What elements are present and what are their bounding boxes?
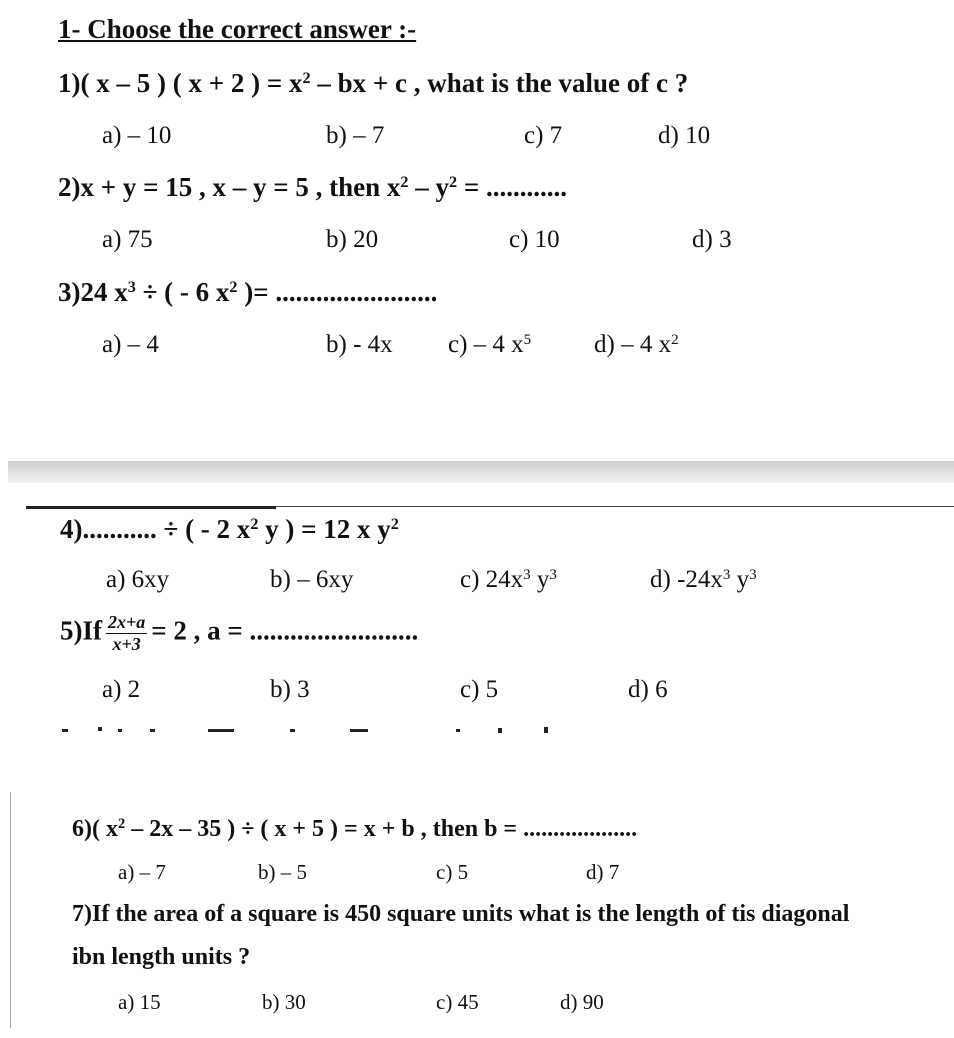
question-5: [60, 612, 418, 655]
option-text: d) – 4 x: [594, 331, 672, 358]
q1-option-c[interactable]: c) 7: [524, 122, 563, 149]
question-text: – 2x – 35 ) ÷ ( x + 5 ) = x + b , then b = ...................: [125, 816, 638, 842]
question-number: 4): [60, 514, 83, 544]
exponent: 3: [549, 566, 557, 583]
q2-option-a[interactable]: a) 75: [102, 226, 153, 253]
q6-option-c[interactable]: c) 5: [436, 860, 469, 884]
q4-option-d[interactable]: [650, 566, 757, 594]
option-text: c) – 4 x: [448, 331, 524, 358]
question-3: [58, 277, 437, 308]
question-text: ÷ ( - 6 x: [135, 277, 230, 307]
question-text: = ............: [457, 172, 567, 202]
q6-option-a[interactable]: a) – 7: [118, 860, 166, 884]
q2-option-d[interactable]: d) 3: [692, 226, 732, 253]
q3-option-c[interactable]: [448, 331, 531, 359]
q6-option-b[interactable]: b) – 5: [258, 860, 307, 884]
q5-option-c[interactable]: c) 5: [460, 676, 499, 703]
exponent: 2: [671, 331, 679, 348]
q4-option-b[interactable]: b) – 6xy: [270, 566, 354, 593]
q1-option-b[interactable]: b) – 7: [326, 122, 385, 149]
question-text: = 2 , a = .........................: [151, 615, 419, 646]
exponent: 5: [523, 331, 532, 348]
q3-option-d[interactable]: [594, 331, 679, 359]
question-text: – bx + c , what is the value of c ?: [310, 68, 689, 98]
question-4: [60, 514, 399, 545]
question-text: ........... ÷ ( - 2 x: [82, 514, 251, 544]
q4-option-c[interactable]: [460, 566, 557, 594]
exponent: 2: [229, 278, 238, 297]
fraction: [106, 612, 147, 655]
option-text: c) 24x: [460, 566, 524, 593]
question-2: [58, 172, 567, 203]
exponent: 3: [722, 566, 731, 583]
q2-option-b[interactable]: b) 20: [326, 226, 379, 253]
q7-option-b[interactable]: b) 30: [262, 990, 306, 1014]
question-number: 5)If: [60, 615, 102, 646]
cropped-text-fragments: [58, 722, 578, 736]
exponent: 2: [118, 816, 126, 833]
q3-option-b[interactable]: b) - 4x: [326, 331, 393, 358]
q1-option-a[interactable]: a) – 10: [102, 122, 172, 149]
question-number: 2): [58, 172, 81, 202]
option-text: y: [530, 566, 550, 593]
question-7-line-2: ibn length units ?: [72, 944, 251, 970]
exponent: 2: [250, 515, 259, 534]
question-6: [72, 816, 637, 843]
fraction-numerator: 2x+a: [108, 612, 146, 632]
scan-edge-line: [10, 792, 11, 1028]
q7-option-a[interactable]: a) 15: [118, 990, 161, 1014]
question-text: x + y = 15 , x – y = 5 , then x: [80, 172, 401, 202]
q3-option-a[interactable]: a) – 4: [102, 331, 159, 358]
q5-option-a[interactable]: a) 2: [102, 676, 141, 703]
exponent: 3: [749, 566, 757, 583]
q4-option-a[interactable]: a) 6xy: [106, 566, 170, 593]
question-text: y ) = 12 x y: [258, 514, 391, 544]
question-number: 1): [58, 68, 81, 98]
q7-option-c[interactable]: c) 45: [436, 990, 479, 1014]
question-7-line-1: 7)If the area of a square is 450 square units what is the length of tis diagonal: [72, 901, 850, 927]
question-text: 24 x: [80, 277, 128, 307]
question-text: ( x – 5 ) ( x + 2 ) = x: [80, 68, 303, 98]
question-text: )= ........................: [237, 277, 438, 307]
option-text: y: [730, 566, 750, 593]
exponent: 2: [302, 69, 311, 88]
question-1: [58, 68, 688, 99]
question-number: 6): [72, 816, 92, 842]
q7-option-d[interactable]: d) 90: [560, 990, 604, 1014]
divider-line: [276, 506, 954, 507]
q1-option-d[interactable]: d) 10: [658, 122, 711, 149]
exponent: 2: [390, 515, 399, 534]
option-text: d) -24x: [650, 566, 723, 593]
exponent: 2: [449, 173, 458, 192]
q5-option-d[interactable]: d) 6: [628, 676, 668, 703]
exponent: 3: [523, 566, 531, 583]
q5-option-b[interactable]: b) 3: [270, 676, 310, 703]
question-number: 3): [58, 277, 81, 307]
question-text: – y: [408, 172, 450, 202]
fraction-denominator: x+3: [112, 634, 141, 654]
q2-option-c[interactable]: c) 10: [509, 226, 560, 253]
exponent: 3: [127, 278, 136, 297]
section-title: 1- Choose the correct answer :-: [58, 14, 417, 44]
q6-option-d[interactable]: d) 7: [586, 860, 620, 884]
page-gap: [8, 461, 954, 483]
question-text: ( x: [92, 816, 118, 842]
exponent: 2: [400, 173, 409, 192]
divider-line: [26, 506, 276, 509]
